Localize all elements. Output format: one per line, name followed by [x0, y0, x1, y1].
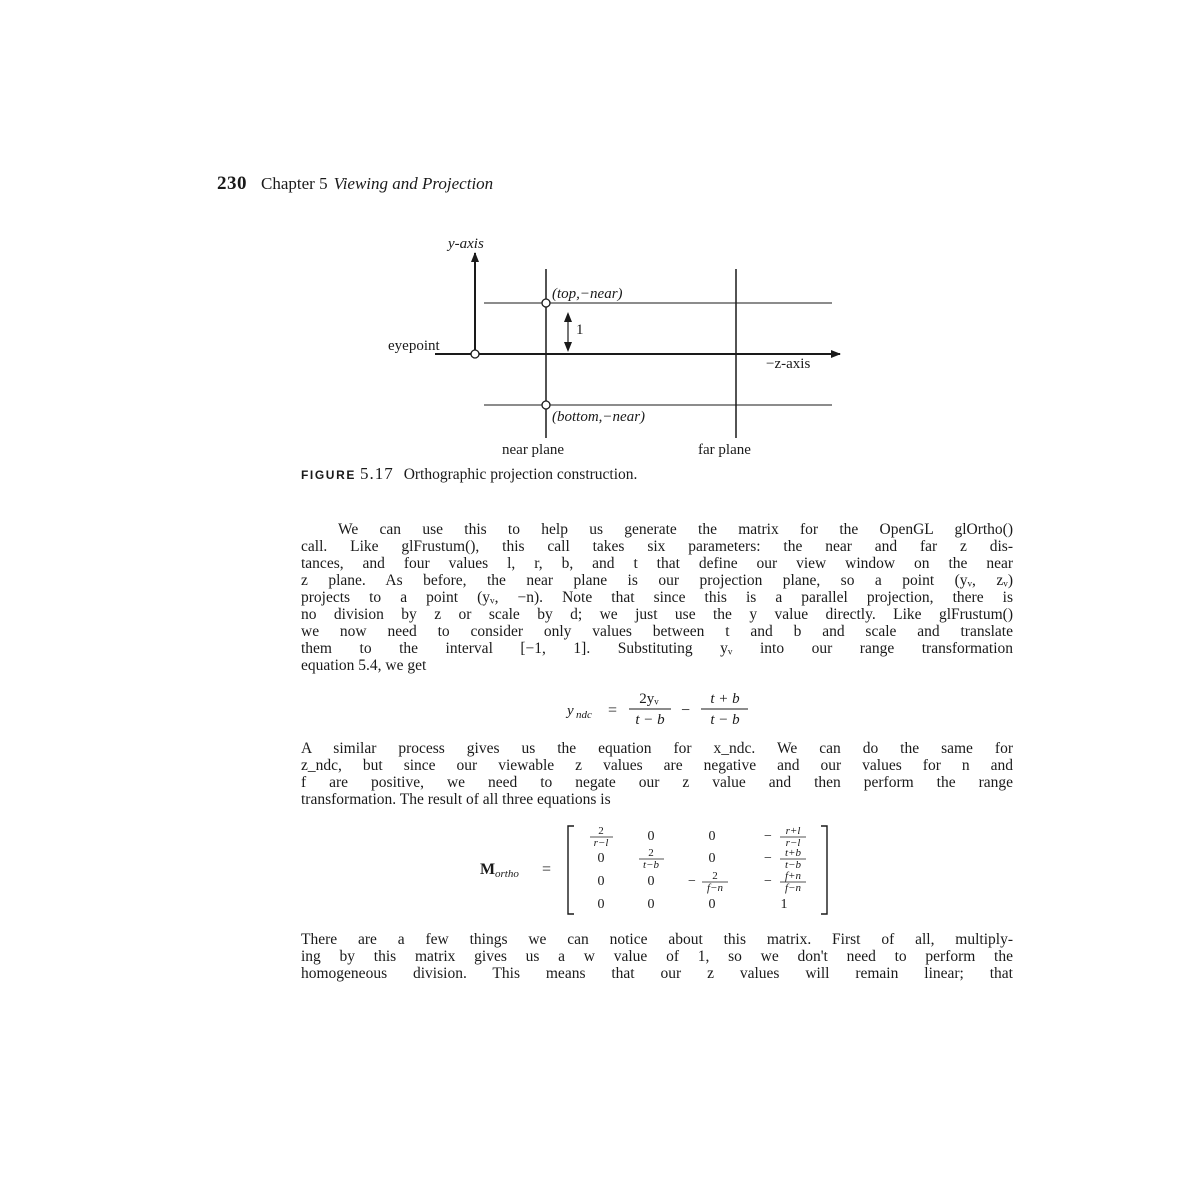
- orthographic-projection-figure: [380, 228, 860, 464]
- svg-text:0: 0: [597, 874, 605, 889]
- text-line: projects to a point (yᵥ, −n). Note that since this is a parallel projection, there is: [301, 589, 1013, 606]
- right-bracket: [821, 826, 827, 914]
- text-line: call. Like glFrustum(), this call takes six parameters: the near and far z dis-: [301, 538, 1013, 555]
- eq2-equals: =: [542, 861, 552, 878]
- eq2-lhs: M: [480, 861, 496, 878]
- svg-text:1: 1: [780, 897, 788, 912]
- paragraph-2: [301, 740, 1013, 808]
- svg-text:f−n: f−n: [785, 882, 801, 894]
- svg-text:t−b: t−b: [643, 859, 659, 871]
- equation-m-ortho: [478, 820, 838, 920]
- text-line: homogeneous division. This means that our z values will remain linear; that: [301, 965, 1013, 982]
- svg-text:f+n: f+n: [785, 870, 801, 882]
- equation-y-ndc: [565, 690, 765, 730]
- text-line: There are a few things we can notice about this matrix. First of all, multiply-: [301, 931, 1013, 948]
- z-axis-label: −z-axis: [766, 356, 811, 372]
- matrix-row-3: [598, 870, 807, 894]
- svg-text:2: 2: [648, 847, 654, 859]
- text-line: transformation. The result of all three equations is: [301, 791, 611, 808]
- svg-text:−: −: [764, 851, 772, 866]
- svg-text:f−n: f−n: [707, 882, 723, 894]
- text-line: ing by this matrix gives us a w value of 1, so we don't need to perform the: [301, 948, 1013, 965]
- caption-number: 5.17: [359, 464, 394, 483]
- svg-text:−: −: [764, 874, 772, 889]
- paragraph-1: [301, 521, 1013, 674]
- svg-text:0: 0: [597, 851, 605, 866]
- caption-label: FIGURE: [301, 468, 356, 482]
- text-line: tances, and four values l, r, b, and t that define our view window on the near: [301, 555, 1013, 572]
- running-header: [217, 173, 493, 195]
- eq1-lhs-sub: ndc: [576, 709, 592, 721]
- text-line: we now need to consider only values between t and b and scale and translate: [301, 623, 1013, 640]
- svg-text:0: 0: [708, 829, 716, 844]
- text-line: A similar process gives us the equation for x_ndc. We can do the same for: [301, 740, 1013, 757]
- svg-text:0: 0: [708, 851, 716, 866]
- eq1-num2: t + b: [710, 691, 740, 707]
- text-line: no division by z or scale by d; we just use the y value directly. Like glFrustum(): [301, 606, 1013, 623]
- chapter-label: Chapter 5: [261, 174, 328, 193]
- caption-text: Orthographic projection construction.: [403, 466, 638, 483]
- y-axis-label: y-axis: [448, 236, 484, 252]
- svg-text:r−l: r−l: [785, 837, 801, 849]
- bottom-near-label: (bottom,−near): [552, 409, 646, 425]
- text-line: We can use this to help us generate the matrix for the OpenGL glOrtho(): [338, 521, 1013, 538]
- svg-text:r+l: r+l: [785, 825, 801, 837]
- top-near-marker: [542, 299, 550, 307]
- text-line: them to the interval [−1, 1]. Substituting yᵥ into our range transformation: [301, 640, 1013, 657]
- chapter-title: Viewing and Projection: [333, 174, 494, 193]
- text-line: z plane. As before, the near plane is our projection plane, so a point (yᵥ, zᵥ): [301, 572, 1013, 589]
- matrix-row-1: [590, 825, 806, 849]
- eq1-minus: −: [681, 702, 691, 719]
- eq2-lhs-sub: ortho: [495, 868, 519, 880]
- svg-text:0: 0: [597, 897, 605, 912]
- eyepoint-label: eyepoint: [388, 338, 440, 354]
- svg-text:0: 0: [647, 874, 655, 889]
- svg-text:r−l: r−l: [593, 837, 609, 849]
- bottom-near-marker: [542, 401, 550, 409]
- page-number: 230: [217, 173, 247, 194]
- eyepoint-marker: [471, 350, 479, 358]
- svg-text:2: 2: [598, 825, 604, 837]
- text-line: equation 5.4, we get: [301, 657, 427, 674]
- eq1-den1: t − b: [635, 712, 665, 728]
- top-near-label: (top,−near): [552, 286, 623, 302]
- svg-text:−: −: [764, 829, 772, 844]
- svg-text:0: 0: [708, 897, 716, 912]
- unit-label: 1: [576, 322, 584, 338]
- paragraph-3: [301, 931, 1013, 982]
- text-line: f are positive, we need to negate our z value and then perform the range: [301, 774, 1013, 791]
- svg-text:2: 2: [712, 870, 718, 882]
- near-plane-label: near plane: [502, 442, 565, 458]
- svg-text:−: −: [688, 874, 696, 889]
- text-line: z_ndc, but since our viewable z values are negative and our values for n and: [301, 757, 1013, 774]
- figure-caption: [301, 464, 637, 484]
- svg-text:0: 0: [647, 829, 655, 844]
- left-bracket: [568, 826, 574, 914]
- matrix-row-4: [598, 897, 788, 912]
- eq1-lhs: y: [567, 703, 574, 719]
- eq1-equals: =: [608, 702, 618, 719]
- svg-text:t−b: t−b: [785, 859, 801, 871]
- matrix-row-2: [598, 847, 807, 871]
- eq1-num1: 2yᵥ: [639, 691, 659, 707]
- eq1-den2: t − b: [710, 712, 740, 728]
- svg-text:0: 0: [647, 897, 655, 912]
- svg-text:t+b: t+b: [785, 847, 801, 859]
- far-plane-label: far plane: [698, 442, 751, 458]
